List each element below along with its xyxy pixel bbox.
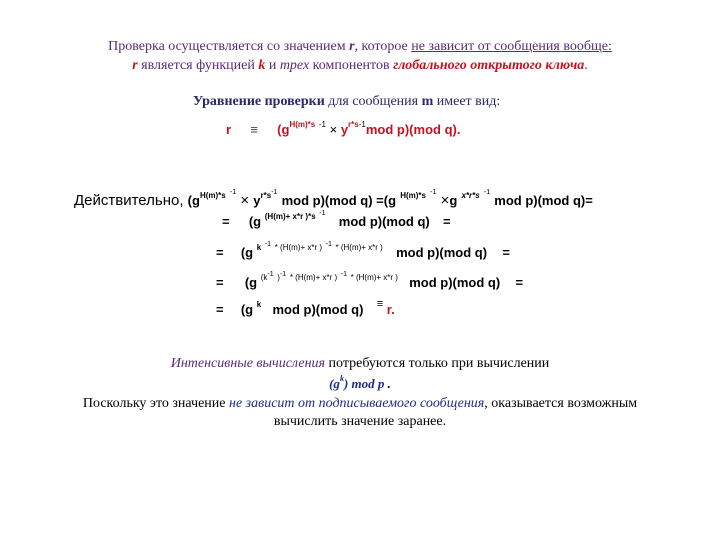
outro-text: потребуются только при вычислении [325,356,550,371]
outro-text: , оказывается возможным [484,396,638,411]
equiv-symbol: ≡ [250,122,258,137]
eq-inverse: -1 [318,120,326,129]
outro-k: k [339,374,344,383]
intro-text: трех [279,58,310,73]
proof-exp: k [256,243,262,252]
proof-inverse: -1 [279,271,287,278]
r-variable: r [132,58,138,73]
proof-exp: * (H(m)+ x*r ) [350,273,398,282]
verification-equation [226,122,460,137]
proof-end: mod p)(mod q) [272,302,364,317]
proof-exp: H(m)*s [400,191,426,200]
equiv-symbol: ≡ [376,298,384,310]
proof-line-1 [74,189,593,209]
independent-signature-phrase: не зависит от подписываемого сообщения [229,396,485,411]
proof-exp: H(m)*s [199,191,226,200]
proof-exp: * (H(m)+ x*r ) [274,243,323,252]
heading-bold: Уравнение проверки [193,94,325,109]
outro-line-1 [0,356,720,372]
proof-exp: * (H(m)+ x*r ) [335,243,383,252]
proof-line-2 [222,210,451,229]
proof-inverse: -1 [319,210,326,217]
intro-line-2 [0,58,720,74]
proof-g: (g [240,245,254,260]
times-symbol: × [240,192,250,209]
outro-line-3 [0,396,720,412]
proof-g: (g [248,214,262,229]
outro-g: (g [329,376,340,391]
proof-inverse: -1 [229,189,237,196]
proof-inverse: -1 [267,271,274,278]
eq-g: (g [277,122,290,137]
eq-exp: r*s [348,120,359,129]
times-symbol: × [440,192,450,209]
intro-text: компонентов [309,58,394,73]
equals-symbol: = [515,275,524,290]
proof-end: mod p)(mod q) [409,275,501,290]
equals-symbol: = [216,245,224,260]
r-variable: r [349,39,355,54]
proof-line-5 [216,298,395,317]
proof-inverse: -1 [340,271,347,278]
proof-end: mod p)(mod q)= [494,193,593,208]
proof-inverse: -1 [430,189,437,196]
equals-symbol: = [216,275,224,290]
m-variable: m [421,94,434,109]
result-r: r. [386,302,395,317]
outro-line-2 [0,376,720,392]
proof-line-3 [216,241,510,260]
proof-inverse: -1 [271,189,278,196]
intro-text: , которое [354,39,412,54]
proof-exp: x*r*s [461,191,480,200]
heading-text: имеет вид: [433,94,501,109]
proof-inverse: -1 [325,241,332,248]
eq-tail: mod p)(mod q). [365,122,461,137]
proof-inverse: -1 [264,241,272,248]
independent-phrase: не зависит от сообщения вообще: [411,39,612,54]
outro-text: вычислить значение заранее. [273,414,447,429]
proof-inverse: -1 [483,189,491,196]
outro-line-4 [0,414,720,430]
heading-text: для сообщения [324,94,422,109]
proof-line-4 [216,271,524,290]
intro-text: . [584,58,588,73]
proof-mid: mod p)(mod q) =(g [281,193,397,208]
intro-text: и [265,58,280,73]
intensive-phrase: Интенсивные вычисления [170,356,326,371]
intro-text: является функцией [137,58,259,73]
proof-end: mod p)(mod q) [396,245,488,260]
proof-g: (g [240,302,254,317]
proof-exp: (H(m)+ x*r )*s [264,212,316,221]
eq-y: y [340,122,349,137]
proof-exp: * (H(m)+ x*r ) [289,273,338,282]
global-public-key-phrase: глобального открытого ключа [393,58,585,73]
equals-symbol: = [502,245,510,260]
eq-exp: H(m)*s [289,120,316,129]
proof-end: mod p)(mod q) [338,214,430,229]
times-symbol: × [329,122,338,137]
k-variable: k [258,58,266,73]
intro-text: Проверка осуществляется со значением [108,39,350,54]
equals-symbol: = [222,214,230,229]
eq-inverse: -1 [358,120,366,129]
proof-y: y [253,193,261,208]
proof-word: Действительно, [74,192,188,209]
equals-symbol: = [216,302,224,317]
outro-text: Поскольку это значение [82,396,229,411]
equals-symbol: = [443,214,451,229]
intro-line-1 [0,39,720,55]
proof-g: g [449,193,458,208]
proof-exp: ) [277,273,280,282]
proof-g: (g [244,275,258,290]
outro-modp: ) mod p [343,376,385,391]
proof-exp: (k [260,273,268,282]
eq-r: r [226,122,232,137]
proof-exp: k [256,300,262,309]
proof-exp: r*s [260,191,272,200]
verification-heading [193,94,500,110]
outro-dot: . [384,376,391,391]
proof-g: (g [187,193,200,208]
